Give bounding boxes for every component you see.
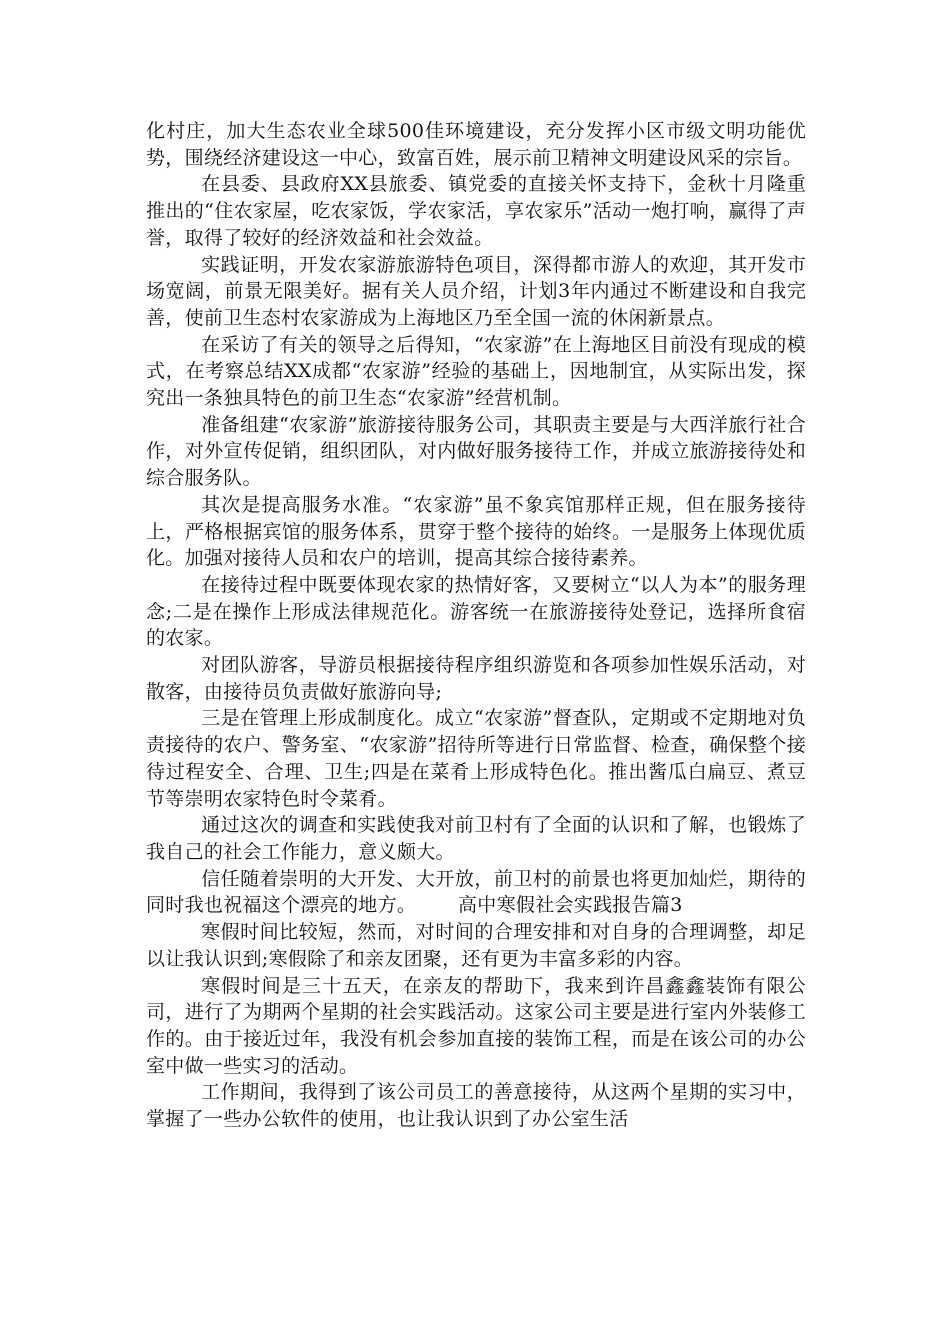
paragraph-11-with-title	[146, 866, 806, 919]
paragraph-14: 工作期间，我得到了该公司员工的善意接待，从这两个星期的实习中，掌握了一些办公软件的使用，也让我认识到了办公室生活	[146, 1081, 806, 1131]
paragraph-3: 实践证明，开发农家游旅游特色项目，深得都市游人的欢迎，其开发市场宽阔，前景无限美好。据有关人员介绍，计划3年内通过不断建设和自我完善，使前卫生态村农家游成为上海地区乃至全国一流的休闲新景点。	[146, 253, 806, 329]
paragraph-7: 在接待过程中既要体现农家的热情好客，又要树立“以人为本”的服务理念;二是在操作上形成法律规范化。游客统一在旅游接待处登记，选择所食宿的农家。	[146, 573, 806, 650]
paragraph-4: 在采访了有关的领导之后得知，“农家游”在上海地区目前没有现成的模式，在考察总结XX成都“农家游”经验的基础上，因地制宜，从实际出发，探究出一条独具特色的前卫生态“农家游”经营机制。	[146, 333, 806, 410]
paragraph-8: 对团队游客，导游员根据接待程序组织游览和各项参加性娱乐活动，对散客，由接待员负责做好旅游向导;	[146, 654, 806, 703]
paragraph-9: 三是在管理上形成制度化。成立“农家游”督查队，定期或不定期地对负责接待的农户、警务室、“农家游”招待所等进行日常监督、检查，确保整个接待过程安全、合理、卫生;四是在菜肴上形成特色化。推出酱瓜白扁豆、煮豆节等崇明农家特色时令菜肴。	[146, 707, 806, 810]
paragraph-1: 化村庄，加大生态农业全球500佳环境建设，充分发挥小区市级文明功能优势，围绕经济建设这一中心，致富百姓，展示前卫精神文明建设风采的宗旨。	[146, 120, 806, 169]
paragraph-2: 在县委、县政府XX县旅委、镇党委的直接关怀支持下，金秋十月隆重推出的“住农家屋，吃农家饭，学农家活，享农家乐”活动一炮打响，赢得了声誉，取得了较好的经济效益和社会效益。	[146, 173, 806, 249]
paragraph-10: 通过这次的调查和实践使我对前卫村有了全面的认识和了解，也锻炼了我自己的社会工作能力，意义颇大。	[146, 814, 806, 863]
document-body	[146, 118, 806, 1133]
paragraph-6: 其次是提高服务水准。“农家游”虽不象宾馆那样正规，但在服务接待上，严格根据宾馆的服务体系，贯穿于整个接待的始终。一是服务上体现优质化。加强对接待人员和农户的培训，提高其综合接待素养。	[146, 493, 806, 570]
paragraph-13: 寒假时间是三十五天，在亲友的帮助下，我来到许昌鑫鑫装饰有限公司，进行了为期两个星期的社会实践活动。这家公司主要是进行室内外装修工作的。由于接近过年，我没有机会参加直接的装饰工程，而是在该公司的办公室中做一些实习的活动。	[146, 974, 806, 1077]
paragraph-11-text: 信任随着崇明的大开发、大开放，前卫村的前景也将更加灿烂，期待的同时我也祝福这个漂亮的地方。	[146, 867, 806, 917]
section-title: 高中寒假社会实践报告篇3	[458, 894, 683, 917]
paragraph-5: 准备组建“农家游”旅游接待服务公司，其职责主要是与大西洋旅行社合作，对外宣传促销，组织团队，对内做好服务接待工作，并成立旅游接待处和综合服务队。	[146, 413, 806, 490]
paragraph-12: 寒假时间比较短，然而，对时间的合理安排和对自身的合理调整，却足以让我认识到;寒假除了和亲友团聚，还有更为丰富多彩的内容。	[146, 921, 806, 970]
